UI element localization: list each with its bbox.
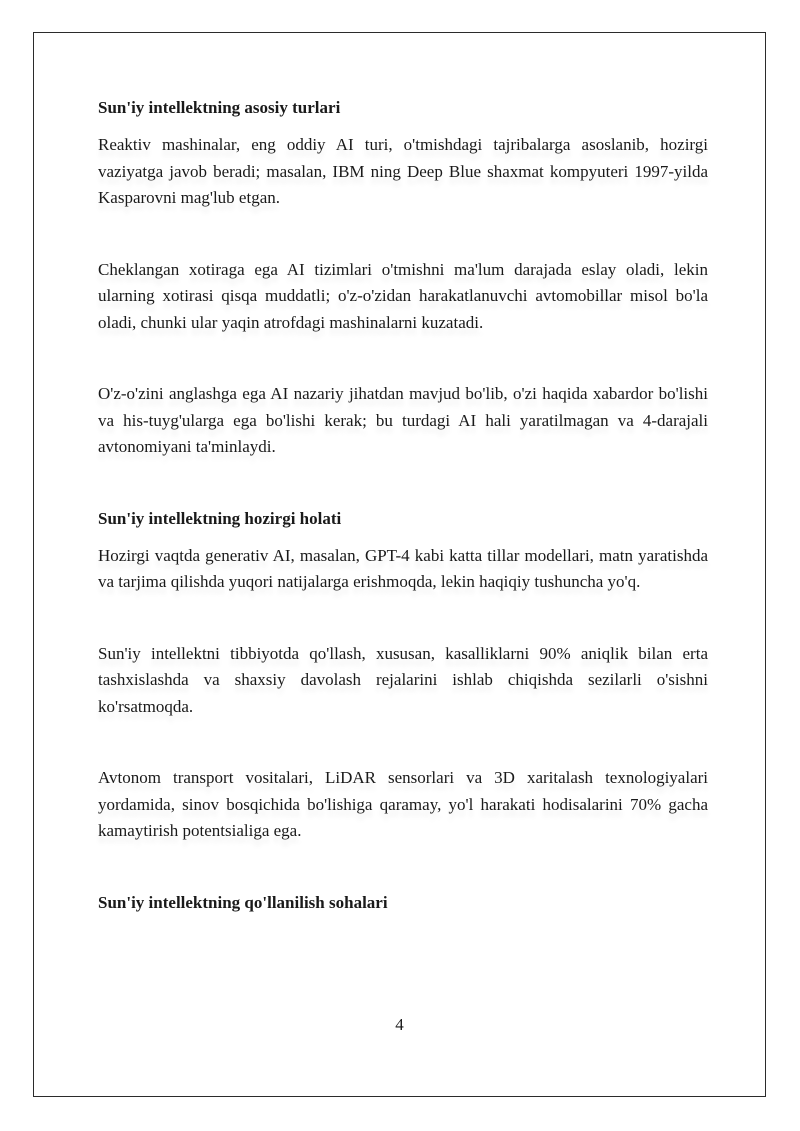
paragraph-medicine: Sun'iy intellektni tibbiyotda qo'llash, xususan, kasalliklarni 90% aniqlik bilan erta tashxislashda va shaxsiy davolash rejalarini ishlab chiqishda sezilarli o'sishni ko'rsatmoqda. bbox=[98, 643, 708, 716]
document-page bbox=[33, 32, 766, 1097]
paragraph-limited-memory: Cheklangan xotiraga ega AI tizimlari o'tmishni ma'lum darajada eslay oladi, lekin ularning xotirasi qisqa muddatli; o'z-o'zidan harakatlanuvchi avtomobillar misol bo'la oladi, chunki ular yaqin atrofdagi mashinalarni kuzatadi. bbox=[98, 259, 708, 332]
paragraph-generative-ai: Hozirgi vaqtda generativ AI, masalan, GPT-4 kabi katta tillar modellari, matn yaratishda va tarjima qilishda yuqori natijalarga erishmoqda, lekin haqiqiy tushuncha yo'q. bbox=[98, 545, 708, 591]
paragraph-self-aware: O'z-o'zini anglashga ega AI nazariy jihatdan mavjud bo'lib, o'zi haqida xabardor bo'lishi va his-tuyg'ularga ega bo'lishi kerak; bu turdagi AI hali yaratilmagan va 4-darajali avtonomiyani ta'minlaydi. bbox=[98, 384, 708, 456]
page-content bbox=[98, 95, 708, 916]
paragraph-autonomous-transport: Avtonom transport vositalari, LiDAR sensorlari va 3D xaritalash texnologiyalari yordamida, sinov bosqichida bo'lishiga qaramay, yo'l harakati hodisalarini 70% gacha kamaytirish potentsialiga ega. bbox=[98, 768, 708, 840]
section-heading-types: Sun'iy intellektning asosiy turlari bbox=[98, 98, 341, 117]
section-heading-current-state: Sun'iy intellektning hozirgi holati bbox=[98, 508, 342, 528]
paragraph-reactive-machines: Reaktiv mashinalar, eng oddiy AI turi, o'tmishdagi tajribalarga asoslanib, hozirgi vaziyatga javob beradi; masalan, IBM ning Deep Blue shaxmat kompyuteri 1997-yilda Kasparovni mag'lub etgan. bbox=[98, 135, 708, 207]
page-number: 4 bbox=[395, 1015, 404, 1034]
section-heading-applications: Sun'iy intellektning qo'llanilish sohalari bbox=[98, 892, 388, 912]
